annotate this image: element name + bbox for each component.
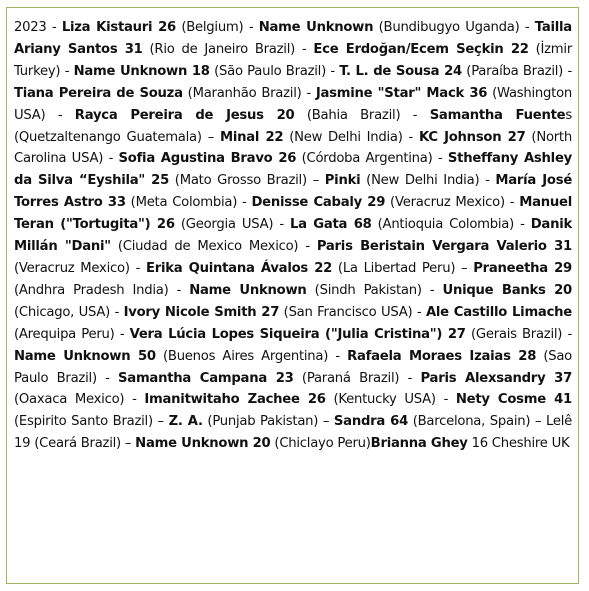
entry-name: Imanitwitaho Zachee 26 — [144, 392, 326, 408]
entry-name: Tailla Ariany Santos 31 — [14, 20, 572, 57]
entry-place: Barcelona, Spain — [417, 414, 526, 430]
entry-name: Paris Alexsandry 37 — [420, 370, 573, 386]
entry-name: María José Torres Astro 33 — [14, 173, 573, 211]
entry-name: Samantha Campana 23 — [118, 370, 294, 386]
entry-place: New Delhi India — [371, 173, 475, 189]
entry-place: Paraná Brazil — [306, 370, 395, 386]
entry-place: Veracruz Mexico — [18, 260, 125, 276]
entry-name: Denisse Cabaly 29 — [251, 195, 386, 211]
entry-name: Ale Castillo Limache — [425, 304, 572, 320]
entry-name: Pinki — [324, 173, 361, 189]
entry-place: La Libertad Peru — [342, 260, 451, 276]
entry-place: Meta Colombia — [135, 195, 233, 211]
entry-name: Minal 22 — [219, 129, 284, 145]
entry-place: Georgia USA — [185, 217, 269, 233]
entry-name: Samantha Fuente — [429, 107, 566, 123]
entry-name: Stheffany Ashley da Silva “Eyshila" 25 — [14, 151, 572, 189]
entry-name: Sofia Agustina Bravo 26 — [118, 151, 297, 167]
entry-name: Liza Kistauri 26 — [61, 20, 176, 35]
entry-name: Name Unknown — [189, 282, 307, 298]
entry-place: Sao Paulo Brazil — [14, 348, 573, 386]
entry-place: Belgium — [186, 20, 239, 35]
entry-name: Name Unknown — [258, 20, 374, 35]
entry-details: 16 Cheshire UK — [467, 436, 570, 452]
entry-name-tail: s — [565, 107, 572, 123]
entry-place: Punjab Pakistan — [212, 414, 314, 430]
entry-name: Ece Erdoğan/Ecem Seçkin 22 — [313, 41, 529, 57]
text-box — [6, 7, 579, 584]
entry-place: North Carolina USA — [14, 129, 572, 167]
entry-place: Andhra Pradesh India — [18, 282, 164, 298]
entry-name: Nety Cosme 41 — [455, 392, 572, 408]
victims-list-paragraph: 2023 - Liza Kistauri 26 (Belgium) - Name Unknown (Bundibugyo Uganda) - Tailla Ariany Santos 31 (Rio de Janeiro Brazil) - Ece Erdoğan/Ecem Seçkin 22 (İzmir Turkey) - Name Unknown 18 (São Paulo Brazil) - T. L. de Sousa 24 (Paraíba Brazil) - Tiana Pereira de Souza (Maranhão Brazil) - Jasmine "Star" Mack 36 (Washington USA) - Rayca Pereira de Jesus 20 (Bahia Brazil) - Samantha Fuentes (Quetzaltenango Guatemala) – Minal 22 (New Delhi India) - KC Johnson 27 (North Carolina USA) - Sofia Agustina Bravo 26 (Córdoba Argentina) - Stheffany Ashley da Silva “Eyshila" 25 (Mato Grosso Brazil) – Pinki (New Delhi India) - María José Torres Astro 33 (Meta Colombia) - Denisse Cabaly 29 (Veracruz Mexico) - Manuel Teran ("Tortugita") 26 (Georgia USA) - La Gata 68 (Antioquia Colombia) - Danik Millán "Dani" (Ciudad de Mexico Mexico) - Paris Beristain Vergara Valerio 31 (Veracruz Mexico) - Erika Quintana Ávalos 22 (La Libertad Peru) – Praneetha 29 (Andhra Pradesh India) - Name Unknown (Sindh Pakistan) - Unique Banks 20 (Chicago, USA) - Ivory Nicole Smith 27 (San Francisco USA) - Ale Castillo Limache (Arequipa Peru) - Vera Lúcia Lopes Siqueira ("Julia Cristina") 27 (Gerais Brazil) - Name Unknown 50 (Buenos Aires Argentina) - Rafaela Moraes Izaias 28 (Sao Paulo Brazil) - Samantha Campana 23 (Paraná Brazil) - Paris Alexsandry 37 (Oaxaca Mexico) - Imanitwitaho Zachee 26 (Kentucky USA) - Nety Cosme 41 (Espirito Santo Brazil) – Z. A. (Punjab Pakistan) – Sandra 64 (Barcelona, Spain) – Lelê 19 (Ceará Brazil) – Name Unknown 20 (Chiclayo Peru)Brianna Ghey 16 Cheshire UK — [14, 20, 573, 452]
entry-place: San Francisco USA — [288, 304, 408, 320]
entry-place: Mato Grosso Brazil — [179, 173, 302, 189]
entry-place: Ceará Brazil — [39, 436, 117, 452]
entry-name: T. L. de Sousa 24 — [339, 63, 462, 79]
entry-place: New Delhi India — [294, 129, 398, 145]
entry-name: La Gata 68 — [289, 217, 372, 233]
year-label: 2023 — [14, 20, 47, 35]
entry-name: Erika Quintana Ávalos 22 — [145, 260, 333, 276]
entry-name: Manuel Teran ("Tortugita") 26 — [14, 195, 572, 233]
entry-place: Chicago, USA — [18, 304, 106, 320]
entry-name: Sandra 64 — [333, 414, 408, 430]
entry-place: Rio de Janeiro Brazil — [154, 41, 291, 57]
entry-place: Espirito Santo Brazil — [18, 414, 148, 430]
entry-name: KC Johnson 27 — [418, 129, 526, 145]
entry-place: Bundibugyo Uganda — [383, 20, 515, 35]
entry-name: Paris Beristain Vergara Valerio 31 — [316, 239, 572, 255]
entry-name: Tiana Pereira de Souza — [14, 85, 183, 101]
entry-place: Kentucky USA — [338, 392, 431, 408]
entry-name: Name Unknown 20 — [135, 436, 271, 452]
entry-place: Córdoba Argentina — [306, 151, 428, 167]
entry-name: Brianna Ghey — [370, 436, 468, 452]
entry-place: Bahia Brazil — [311, 107, 396, 123]
entry-place: Antioquia Colombia — [382, 217, 510, 233]
entry-place: İzmir Turkey — [14, 41, 572, 79]
entry-name: Vera Lúcia Lopes Siqueira ("Julia Cristina") 27 — [129, 326, 466, 342]
entry-place: São Paulo Brazil — [219, 63, 322, 79]
entry-name: Z. A. — [168, 414, 203, 430]
entry-name: Rayca Pereira de Jesus 20 — [74, 107, 295, 123]
entry-place: Veracruz Mexico — [394, 195, 500, 211]
entry-name: Unique Banks 20 — [442, 282, 572, 298]
entry-name: Ivory Nicole Smith 27 — [123, 304, 280, 320]
entry-place: Buenos Aires Argentina — [167, 348, 324, 364]
entry-name: Praneetha 29 — [473, 260, 572, 276]
entry-place: Maranhão Brazil — [192, 85, 297, 101]
entry-place: Washington USA — [14, 85, 572, 123]
entry-place: Arequipa Peru — [18, 326, 110, 342]
entry-name: Danik Millán "Dani" — [14, 217, 573, 255]
entry-place: Sindh Pakistan — [319, 282, 417, 298]
entry-name: Lelê 19 — [14, 414, 573, 452]
entry-place: Gerais Brazil — [475, 326, 558, 342]
entry-place: Paraíba Brazil — [471, 63, 559, 79]
entry-place: Chiclayo Peru — [279, 436, 366, 452]
entry-place: Quetzaltenango Guatemala — [18, 129, 197, 145]
entry-name: Jasmine "Star" Mack 36 — [315, 85, 488, 101]
entry-name: Name Unknown 18 — [73, 63, 210, 79]
entry-name: Name Unknown 50 — [14, 348, 156, 364]
entry-place: Ciudad de Mexico Mexico — [122, 239, 294, 255]
entry-name: Rafaela Moraes Izaias 28 — [347, 348, 537, 364]
entry-place: Oaxaca Mexico — [18, 392, 120, 408]
